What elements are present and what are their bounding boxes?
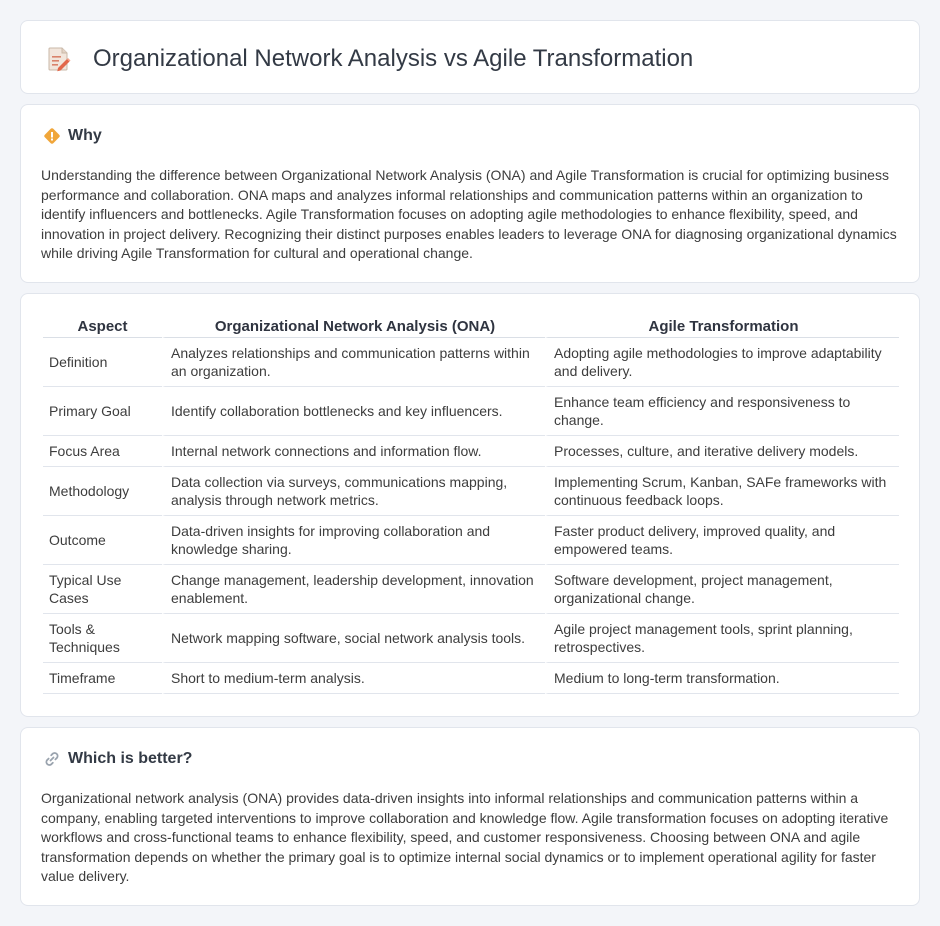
table-row [43, 467, 899, 516]
which-better-section [20, 727, 920, 906]
cell-aspect: Focus Area [43, 436, 162, 467]
comparison-card [20, 293, 920, 717]
cell-aspect: Timeframe [43, 663, 162, 694]
table-header-row [43, 316, 899, 338]
table-row [43, 565, 899, 614]
header-aspect: Aspect [43, 316, 162, 338]
cell-agile: Medium to long-term transformation. [545, 663, 899, 694]
comparison-table [43, 316, 899, 694]
cell-agile: Software development, project management, organizational change. [545, 565, 899, 614]
title-card [20, 20, 920, 94]
page-title: Organizational Network Analysis vs Agile Transformation [93, 45, 694, 72]
cell-aspect: Outcome [43, 516, 162, 565]
cell-aspect: Primary Goal [43, 387, 162, 436]
cell-agile: Faster product delivery, improved quality, and empowered teams. [545, 516, 899, 565]
cell-ona: Data collection via surveys, communications mapping, analysis through network metrics. [162, 467, 545, 516]
table-row [43, 387, 899, 436]
which-better-text: Organizational network analysis (ONA) provides data-driven insights into informal relationships and communication patterns within a company, enabling targeted interventions to improve collaboration and knowledge flow. Agile transformation focuses on adopting iterative workflows and cross-functional teams to enhance flexibility, speed, and customer responsiveness. Choosing between ONA and agile transformation depends on whether the primary goal is to optimize internal social dynamics or to implement operational agility for faster value delivery. [41, 790, 889, 885]
table-row [43, 516, 899, 565]
which-better-heading: Which is better? [68, 750, 193, 767]
cell-aspect: Tools & Techniques [43, 614, 162, 663]
why-heading: Why [68, 127, 102, 144]
cell-aspect: Typical Use Cases [43, 565, 162, 614]
cell-aspect: Definition [43, 338, 162, 387]
diamond-warning-icon [43, 127, 61, 145]
cell-agile: Enhance team efficiency and responsiveness to change. [545, 387, 899, 436]
why-section [20, 104, 920, 283]
document-edit-icon [47, 46, 71, 72]
why-text: Understanding the difference between Organizational Network Analysis (ONA) and Agile Transformation is crucial for optimizing business performance and collaboration. ONA maps and analyzes informal relationships and communication patterns within an organization to identify influencers and bottlenecks. Agile Transformation focuses on adopting agile methodologies to enhance flexibility, speed, and innovation in project delivery. Recognizing their distinct purposes enables leaders to leverage ONA for diagnosing organizational dynamics while driving Agile Transformation for cultural and operational change. [41, 167, 897, 262]
cell-agile: Implementing Scrum, Kanban, SAFe frameworks with continuous feedback loops. [545, 467, 899, 516]
cell-ona: Internal network connections and information flow. [162, 436, 545, 467]
header-agile: Agile Transformation [545, 316, 899, 338]
table-row [43, 614, 899, 663]
link-icon [43, 750, 61, 768]
cell-agile: Adopting agile methodologies to improve adaptability and delivery. [545, 338, 899, 387]
table-row [43, 338, 899, 387]
cell-ona: Change management, leadership development, innovation enablement. [162, 565, 545, 614]
cell-agile: Processes, culture, and iterative delivery models. [545, 436, 899, 467]
table-row [43, 663, 899, 694]
cell-ona: Short to medium-term analysis. [162, 663, 545, 694]
cell-ona: Identify collaboration bottlenecks and key influencers. [162, 387, 545, 436]
cell-aspect: Methodology [43, 467, 162, 516]
cell-ona: Data-driven insights for improving collaboration and knowledge sharing. [162, 516, 545, 565]
table-row [43, 436, 899, 467]
cell-ona: Analyzes relationships and communication patterns within an organization. [162, 338, 545, 387]
cell-ona: Network mapping software, social network analysis tools. [162, 614, 545, 663]
cell-agile: Agile project management tools, sprint planning, retrospectives. [545, 614, 899, 663]
header-ona: Organizational Network Analysis (ONA) [162, 316, 545, 338]
